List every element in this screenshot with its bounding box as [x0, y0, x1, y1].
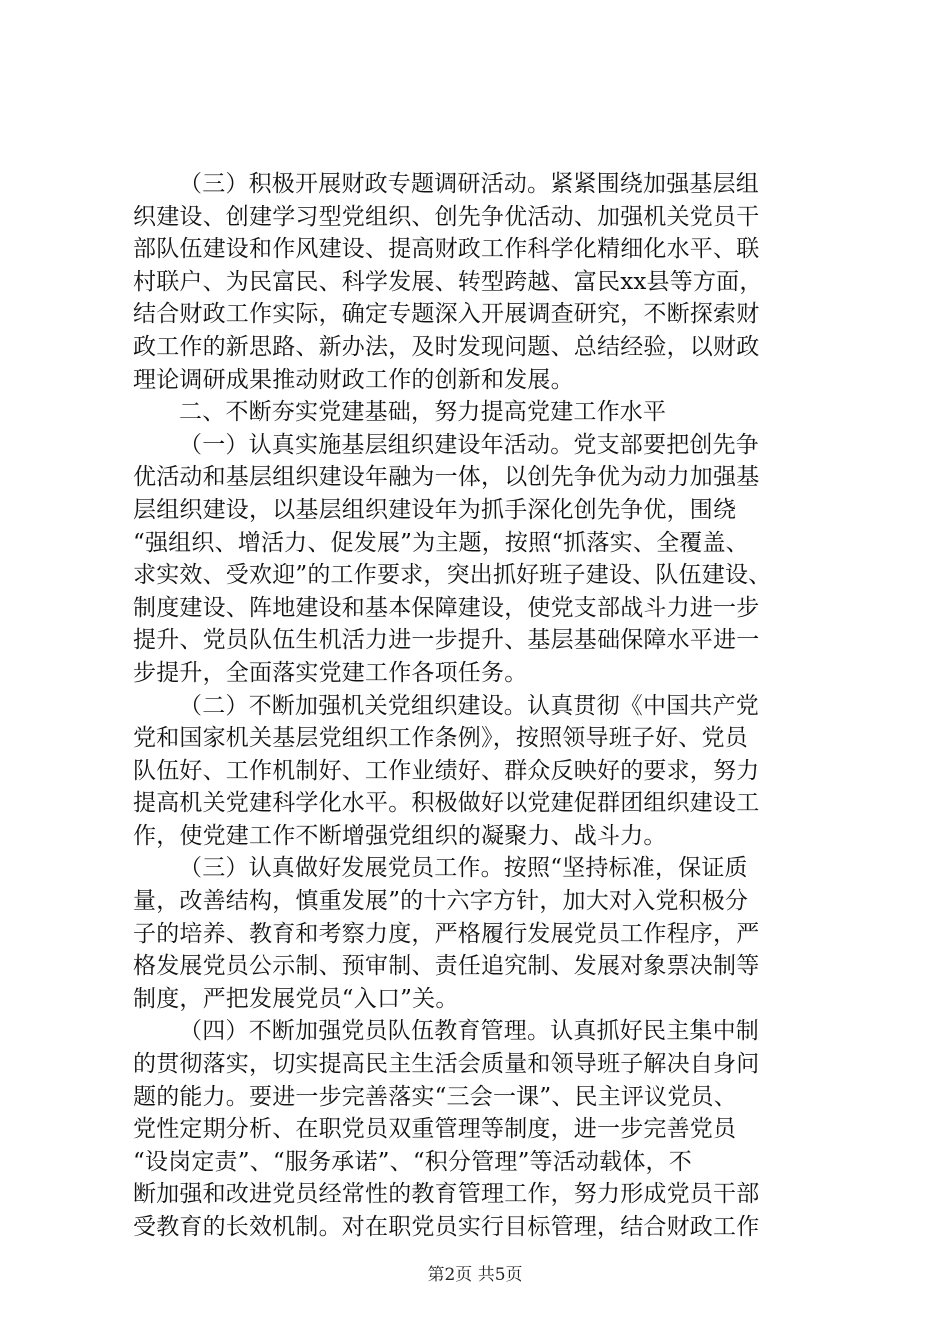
page-number-footer: 第2页 共5页 [427, 1265, 523, 1285]
paragraph-line: 提升、党员队伍生机活力进一步提升、基层基础保障水平进一 [133, 627, 760, 654]
paragraph-line: 步提升，全面落实党建工作各项任务。 [133, 659, 528, 686]
paragraph-line: 求实效、受欢迎”的工作要求，突出抓好班子建设、队伍建设、 [133, 562, 772, 589]
paragraph-line: “强组织、增活力、促发展”为主题，按照“抓落实、全覆盖、 [133, 529, 749, 556]
paragraph-line: 政工作的新思路、新办法，及时发现问题、总结经验，以财政 [133, 333, 760, 360]
paragraph-line: 党和国家机关基层党组织工作条例》，按照领导班子好、党员 [133, 725, 748, 752]
paragraph-line: “设岗定责”、“服务承诺”、“积分管理”等活动载体，不 [133, 1148, 692, 1175]
paragraph-line: 受教育的长效机制。对在职党员实行目标管理，结合财政工作 [133, 1214, 760, 1240]
section-heading: 二、不断夯实党建基础，努力提高党建工作水平 [179, 399, 667, 426]
paragraph-line: 理论调研成果推动财政工作的创新和发展。 [133, 366, 574, 393]
paragraph-line: 制度，严把发展党员“入口”关。 [133, 985, 459, 1012]
paragraph-line: 部队伍建设和作风建设、提高财政工作科学化精细化水平、联 [133, 236, 760, 263]
paragraph-line: 子的培养、教育和考察力度，严格履行发展党员工作程序，严 [133, 920, 760, 947]
paragraph-line: 队伍好、工作机制好、工作业绩好、群众反映好的要求，努力 [133, 757, 760, 784]
paragraph-line: 优活动和基层组织建设年融为一体，以创先争优为动力加强基 [133, 464, 760, 491]
paragraph-line: 的贯彻落实，切实提高民主生活会质量和领导班子解决自身问 [133, 1051, 760, 1078]
paragraph-line: 层组织建设，以基层组织建设年为抓手深化创先争优，围绕 [133, 496, 737, 523]
paragraph-line: （三）积极开展财政专题调研活动。紧紧围绕加强基层组 [179, 171, 759, 197]
paragraph-line: 格发展党员公示制、预审制、责任追究制、发展对象票决制等 [133, 953, 760, 980]
paragraph-line: （二）不断加强机关党组织建设。认真贯彻《中国共产党 [179, 692, 759, 719]
paragraph-line: 题的能力。要进一步完善落实“三会一课”、民主评议党员、 [133, 1083, 737, 1110]
paragraph-line: 提高机关党建科学化水平。积极做好以党建促群团组织建设工 [133, 790, 760, 817]
paragraph-line: 制度建设、阵地建设和基本保障建设，使党支部战斗力进一步 [133, 594, 760, 621]
document-body [133, 168, 833, 1244]
paragraph-line: 量，改善结构，慎重发展”的十六字方针，加大对入党积极分 [133, 888, 749, 915]
paragraph-line: 党性定期分析、在职党员双重管理等制度，进一步完善党员 [133, 1116, 737, 1143]
paragraph-line: 村联户、为民富民、科学发展、转型跨越、富民xx县等方面， [133, 268, 763, 295]
paragraph-line: （一）认真实施基层组织建设年活动。党支部要把创先争 [179, 431, 759, 458]
paragraph-line: （四）不断加强党员队伍教育管理。认真抓好民主集中制 [179, 1018, 759, 1045]
paragraph-line: 结合财政工作实际，确定专题深入开展调查研究，不断探索财 [133, 301, 760, 328]
paragraph-line: （三）认真做好发展党员工作。按照“坚持标准，保证质 [179, 855, 748, 882]
paragraph-line: 断加强和改进党员经常性的教育管理工作，努力形成党员干部 [133, 1181, 760, 1208]
paragraph-line: 作，使党建工作不断增强党组织的凝聚力、战斗力。 [133, 822, 667, 849]
paragraph-line: 织建设、创建学习型党组织、创先争优活动、加强机关党员干 [133, 203, 760, 230]
